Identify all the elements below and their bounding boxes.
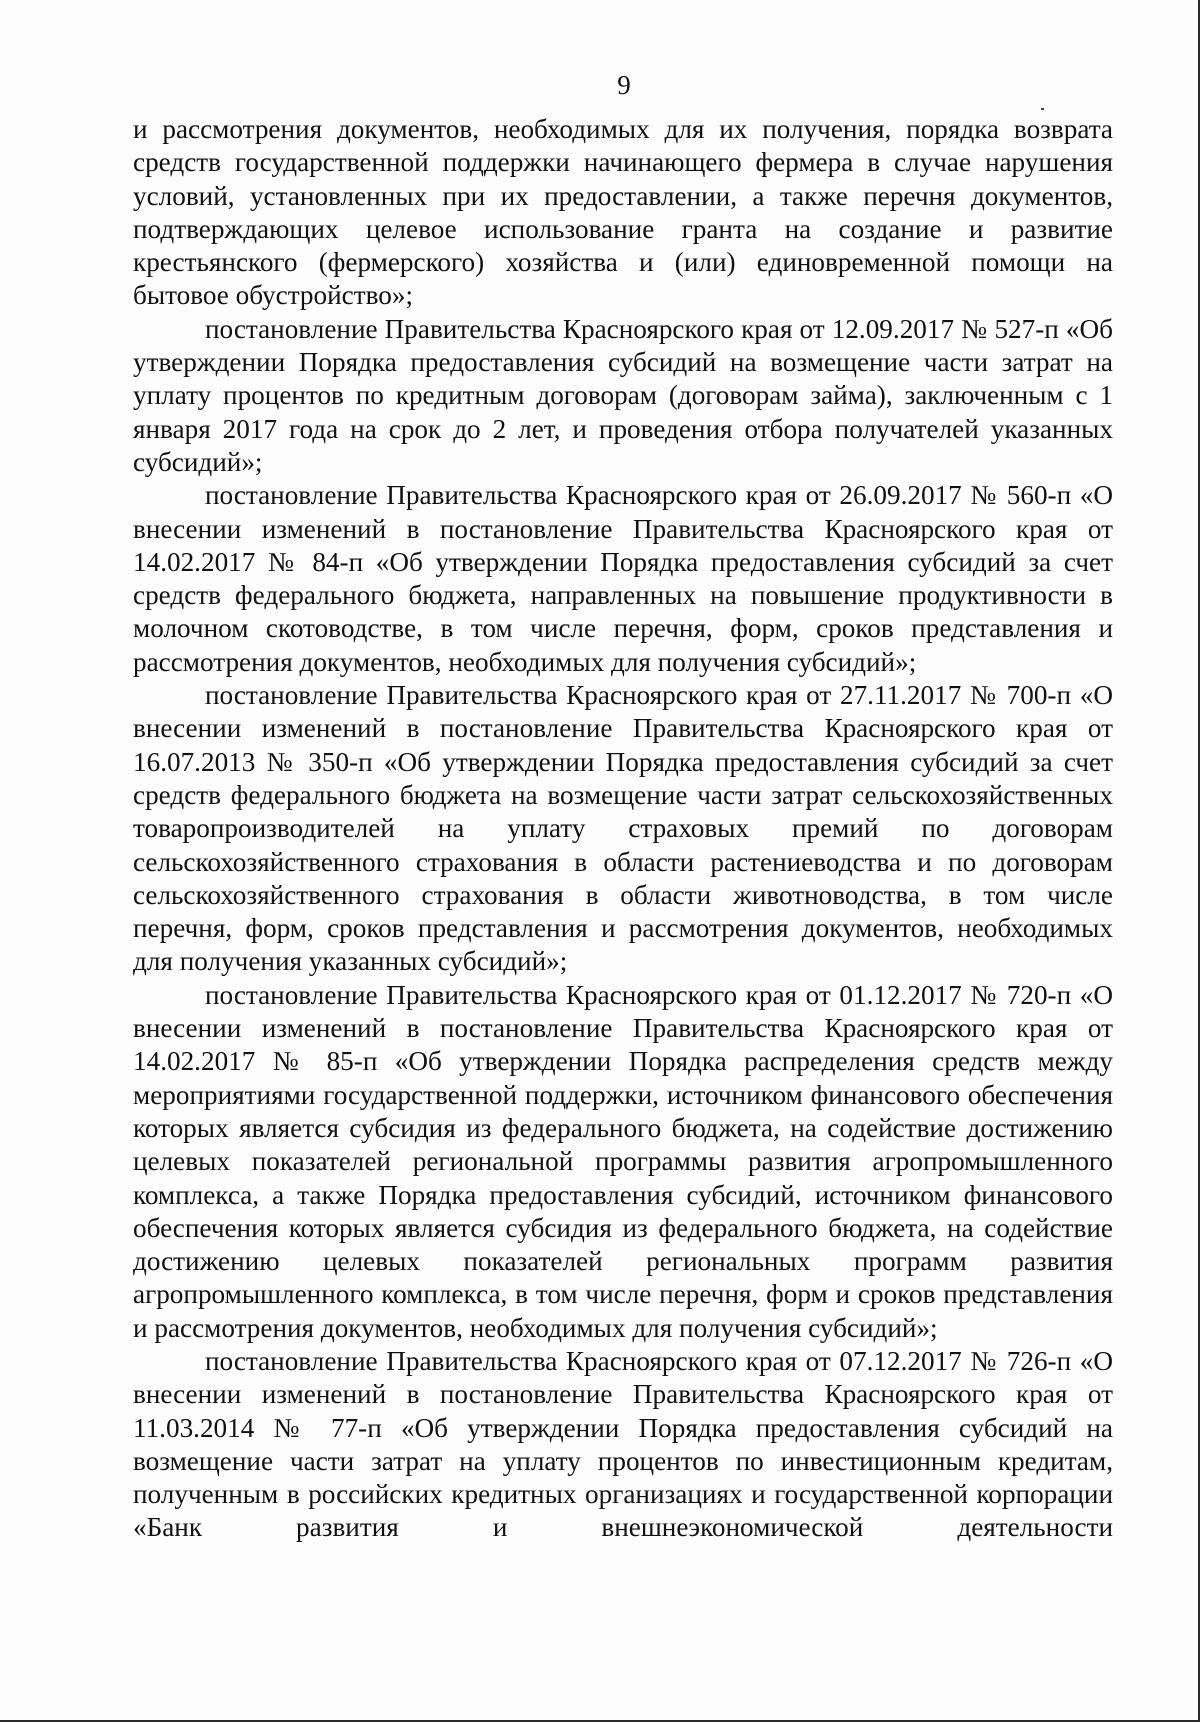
paragraph-resolution-726: постановление Правительства Красноярского края от 07.12.2017 № 726-п «О внесении изменений в постановление Правительства Красноярского края от 11.03.2014 № 77-п «Об утверждении Порядка предоставления субсидий на возмещение части затрат на уплату процентов по инвестиционным кредитам, полученным в российских кредитных организациях и государственной корпорации «Банк развития и внешнеэкономической деятельности [133, 1345, 1113, 1543]
paragraph-resolution-700: постановление Правительства Красноярского края от 27.11.2017 № 700-п «О внесении изменений в постановление Правительства Красноярского края от 16.07.2013 № 350-п «Об утверждении Порядка предоставления субсидий за счет средств федерального бюджета на возмещение части затрат сельскохозяйственных товаропроизводителей на уплату страховых премий по договорам сельскохозяйственного страхования в области растениеводства и по договорам сельскохозяйственного страхования в области животноводства, в том числе перечня, форм, сроков представления и рассмотрения документов, необходимых для получения указанных субсидий»; [133, 680, 1113, 977]
paragraph-continuation: и рассмотрения документов, необходимых для их получения, порядка возврата средств государственной поддержки начинающего фермера в случае нарушения условий, установленных при их предоставлении, а также перечня документов, подтверждающих целевое использование гранта на создание и развитие крестьянского (фермерского) хозяйства и (или) единовременной помощи на бытовое обустройство»; [133, 114, 1113, 311]
scan-speck [1041, 108, 1044, 110]
page-number: 9 [617, 70, 631, 100]
document-body [133, 113, 1113, 1545]
paragraph-resolution-720: постановление Правительства Красноярского края от 01.12.2017 № 720-п «О внесении изменений в постановление Правительства Красноярского края от 14.02.2017 № 85-п «Об утверждении Порядка распределения средств между мероприятиями государственной поддержки, источником финансового обеспечения которых является субсидия из федерального бюджета, на содействие достижению целевых показателей региональной программы развития агропромышленного комплекса, а также Порядка предоставления субсидий, источником финансового обеспечения которых является субсидия из федерального бюджета, на содействие достижению целевых показателей региональных программ развития агропромышленного комплекса, в том числе перечня, форм и сроков представления и рассмотрения документов, необходимых для получения субсидий»; [133, 979, 1113, 1343]
paragraph-resolution-560: постановление Правительства Красноярского края от 26.09.2017 № 560-п «О внесении изменений в постановление Правительства Красноярского края от 14.02.2017 № 84-п «Об утверждении Порядка предоставления субсидий за счет средств федерального бюджета, направленных на повышение продуктивности в молочном скотоводстве, в том числе перечня, форм, сроков представления и рассмотрения документов, необходимых для получения субсидий»; [133, 480, 1113, 677]
paragraph-resolution-527: постановление Правительства Красноярского края от 12.09.2017 № 527-п «Об утверждении Порядка предоставления субсидий на возмещение части затрат на уплату процентов по кредитным договорам (договорам займа), заключенным с 1 января 2017 года на срок до 2 лет, и проведения отбора получателей указанных субсидий»; [133, 313, 1113, 477]
